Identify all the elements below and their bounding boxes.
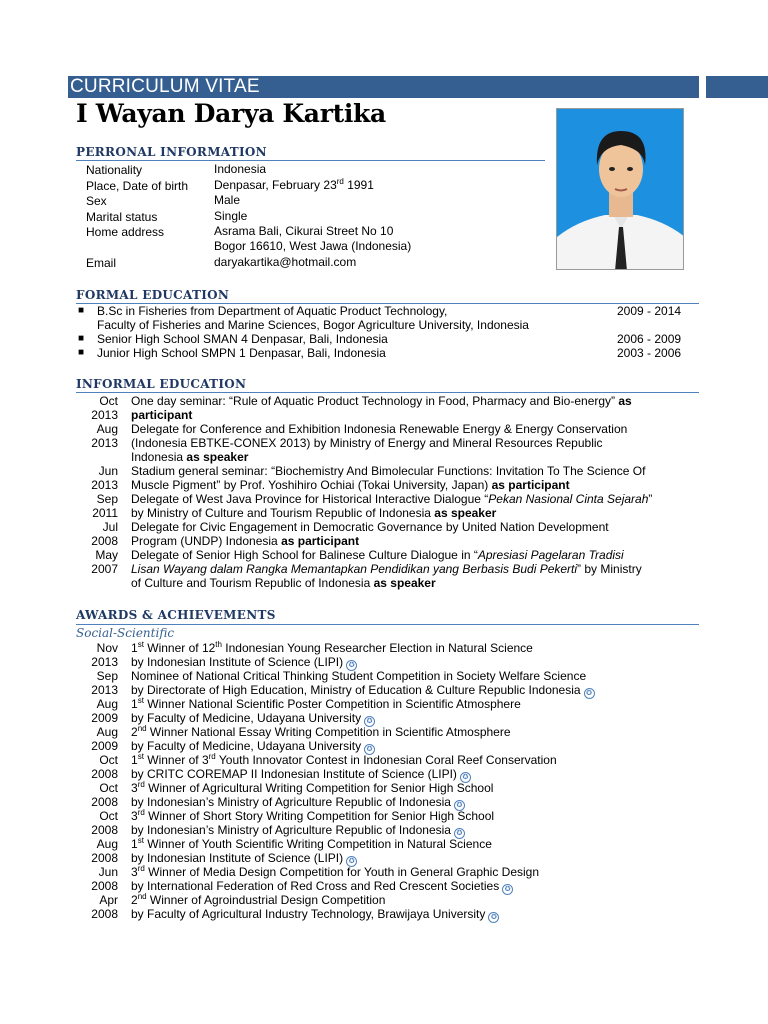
award-by: by Directorate of High Education, Ministry of Education & Culture Republic Indonesia ✪ (131, 683, 595, 698)
award-month: Sep (96, 669, 118, 683)
award-month: Oct (99, 753, 118, 767)
value-email: daryakartika@hotmail.com (214, 255, 357, 269)
informal-desc: by Ministry of Culture and Tourism Republic of Indonesia as speaker (131, 506, 497, 520)
edu-years-bsc: 2009 - 2014 (617, 304, 682, 318)
award-year: 2013 (91, 655, 118, 669)
edu-item-junior: Junior High School SMPN 1 Denpasar, Bali, Indonesia (97, 346, 386, 360)
informal-year: 2013 (91, 478, 118, 492)
award-by: by Indonesian’s Ministry of Agriculture Republic of Indonesia ✪ (131, 823, 465, 838)
cv-title: CURRICULUM VITAE (70, 76, 260, 97)
award-title: 3rd Winner of Short Story Writing Competition for Senior High School (131, 808, 495, 823)
label-birth: Place, Date of birth (86, 179, 189, 193)
informal-desc: participant (131, 408, 193, 422)
star-circle-icon: ✪ (364, 744, 375, 755)
label-nationality: Nationality (86, 163, 143, 177)
award-year: 2008 (91, 767, 118, 781)
informal-desc: Muscle Pigment” by Prof. Yoshihiro Ochiai (Tokai University, Japan) as participant (131, 478, 570, 492)
informal-desc: Delegate of West Java Province for Historical Interactive Dialogue “Pekan Nasional Cinta Sejarah” (131, 492, 653, 506)
award-year: 2009 (91, 739, 118, 753)
award-year: 2009 (91, 711, 118, 725)
award-month: Jun (98, 865, 118, 879)
informal-desc: Delegate for Civic Engagement in Democratic Governance by United Nation Development (131, 520, 609, 534)
award-year: 2008 (91, 907, 118, 921)
informal-desc: One day seminar: “Rule of Aquatic Product Technology in Food, Pharmacy and Bio-energy” as (131, 394, 632, 408)
star-circle-icon: ✪ (460, 772, 471, 783)
award-by: by Indonesian’s Ministry of Agriculture Republic of Indonesia ✪ (131, 795, 465, 810)
awards-subtitle: Social-Scientific (76, 626, 175, 640)
informal-desc: Stadium general seminar: “Biochemistry And Bimolecular Functions: Invitation To The Science Of (131, 464, 646, 478)
award-month: Oct (99, 809, 118, 823)
section-rule (76, 160, 545, 161)
star-circle-icon: ✪ (502, 884, 513, 895)
edu-item-bsc-line2: Faculty of Fisheries and Marine Sciences, Bogor Agriculture University, Indonesia (97, 318, 529, 332)
informal-year: 2013 (91, 436, 118, 450)
award-month: Apr (99, 893, 118, 907)
informal-month: Jun (98, 464, 118, 478)
value-sex: Male (214, 193, 241, 207)
informal-desc: Indonesia as speaker (131, 450, 249, 464)
informal-month: Oct (99, 394, 118, 408)
informal-year: 2013 (91, 408, 118, 422)
label-marital: Marital status (86, 210, 158, 224)
award-title: 1st Winner National Scientific Poster Competition in Scientific Atmosphere (131, 696, 521, 711)
award-month: Oct (99, 781, 118, 795)
award-title: 1st Winner of Youth Scientific Writing Competition in Natural Science (131, 836, 492, 851)
award-year: 2008 (91, 795, 118, 809)
award-title: 2nd Winner of Agroindustrial Design Competition (131, 892, 386, 907)
label-sex: Sex (86, 194, 107, 208)
value-marital: Single (214, 209, 248, 223)
star-circle-icon: ✪ (364, 716, 375, 727)
edu-years-senior: 2006 - 2009 (617, 332, 682, 346)
award-by: by Faculty of Agricultural Industry Technology, Brawijaya University ✪ (131, 907, 499, 922)
section-title-awards: AWARDS & ACHIEVEMENTS (76, 608, 276, 622)
edu-years-junior: 2003 - 2006 (617, 346, 682, 360)
award-by: by Faculty of Medicine, Udayana University ✪ (131, 739, 375, 754)
bullet-icon: ■ (78, 305, 85, 316)
section-rule (76, 624, 699, 625)
informal-month: Sep (96, 492, 118, 506)
informal-desc: Program (UNDP) Indonesia as participant (131, 534, 360, 548)
award-by: by International Federation of Red Cross and Red Crescent Societies ✪ (131, 879, 513, 894)
award-year: 2008 (91, 879, 118, 893)
value-nationality: Indonesia (214, 162, 267, 176)
award-title: Nominee of National Critical Thinking Student Competition in Society Welfare Science (131, 669, 587, 683)
star-circle-icon: ✪ (346, 660, 357, 671)
informal-month: May (95, 548, 118, 562)
informal-year: 2008 (91, 534, 118, 548)
informal-year: 2011 (92, 506, 118, 520)
bullet-icon: ■ (78, 333, 85, 344)
award-by: by Indonesian Institute of Science (LIPI) ✪ (131, 655, 357, 670)
award-title: 1st Winner of 12th Indonesian Young Researcher Election in Natural Science (131, 640, 533, 655)
person-name: I Wayan Darya Kartika (76, 99, 386, 128)
informal-month: Aug (96, 422, 118, 436)
award-month: Aug (96, 697, 118, 711)
profile-photo-image (557, 109, 684, 270)
edu-item-bsc: B.Sc in Fisheries from Department of Aquatic Product Technology, (97, 304, 448, 318)
award-month: Aug (96, 725, 118, 739)
award-by: by Indonesian Institute of Science (LIPI) ✪ (131, 851, 357, 866)
profile-photo (556, 108, 684, 270)
value-address-line1: Asrama Bali, Cikurai Street No 10 (214, 224, 394, 238)
informal-month: Jul (102, 520, 118, 534)
informal-year: 2007 (91, 562, 118, 576)
award-year: 2008 (91, 823, 118, 837)
section-title-formal: FORMAL EDUCATION (76, 288, 230, 302)
award-by: by CRITC COREMAP II Indonesian Institute of Science (LIPI) ✪ (131, 767, 471, 782)
star-circle-icon: ✪ (584, 688, 595, 699)
star-circle-icon: ✪ (488, 912, 499, 923)
informal-desc: of Culture and Tourism Republic of Indonesia as speaker (131, 576, 436, 590)
label-address: Home address (86, 225, 165, 239)
award-month: Nov (96, 641, 118, 655)
award-title: 1st Winner of 3rd Youth Innovator Contest in Indonesian Coral Reef Conservation (131, 752, 557, 767)
cv-title-bar (68, 76, 699, 98)
award-year: 2008 (91, 851, 118, 865)
value-birth: Denpasar, February 23rd 1991 (214, 177, 374, 192)
header-accent-block (706, 76, 768, 98)
award-month: Aug (96, 837, 118, 851)
section-title-informal: INFORMAL EDUCATION (76, 377, 247, 391)
value-address-line2: Bogor 16610, West Jawa (Indonesia) (214, 239, 412, 253)
award-title: 3rd Winner of Agricultural Writing Competition for Senior High School (131, 780, 494, 795)
section-rule (76, 392, 699, 393)
informal-desc: (Indonesia EBTKE-CONEX 2013) by Ministry of Energy and Mineral Resources Republic (131, 436, 603, 450)
star-circle-icon: ✪ (454, 800, 465, 811)
informal-desc: Delegate of Senior High School for Balinese Culture Dialogue in “Apresiasi Pagelaran Tradisi (131, 548, 624, 562)
award-title: 3rd Winner of Media Design Competition for Youth in General Graphic Design (131, 864, 540, 879)
bullet-icon: ■ (78, 347, 85, 358)
star-circle-icon: ✪ (454, 828, 465, 839)
award-year: 2013 (91, 683, 118, 697)
award-by: by Faculty of Medicine, Udayana University ✪ (131, 711, 375, 726)
edu-item-senior: Senior High School SMAN 4 Denpasar, Bali, Indonesia (97, 332, 388, 346)
award-title: 2nd Winner National Essay Writing Competition in Scientific Atmosphere (131, 724, 511, 739)
informal-desc: Lisan Wayang dalam Rangka Memantapkan Pendidikan yang Berbasis Budi Pekerti” by Ministry (131, 562, 642, 576)
informal-desc: Delegate for Conference and Exhibition Indonesia Renewable Energy & Energy Conservation (131, 422, 628, 436)
star-circle-icon: ✪ (346, 856, 357, 867)
label-email: Email (86, 256, 117, 270)
section-title-personal: PERRONAL INFORMATION (76, 145, 267, 159)
